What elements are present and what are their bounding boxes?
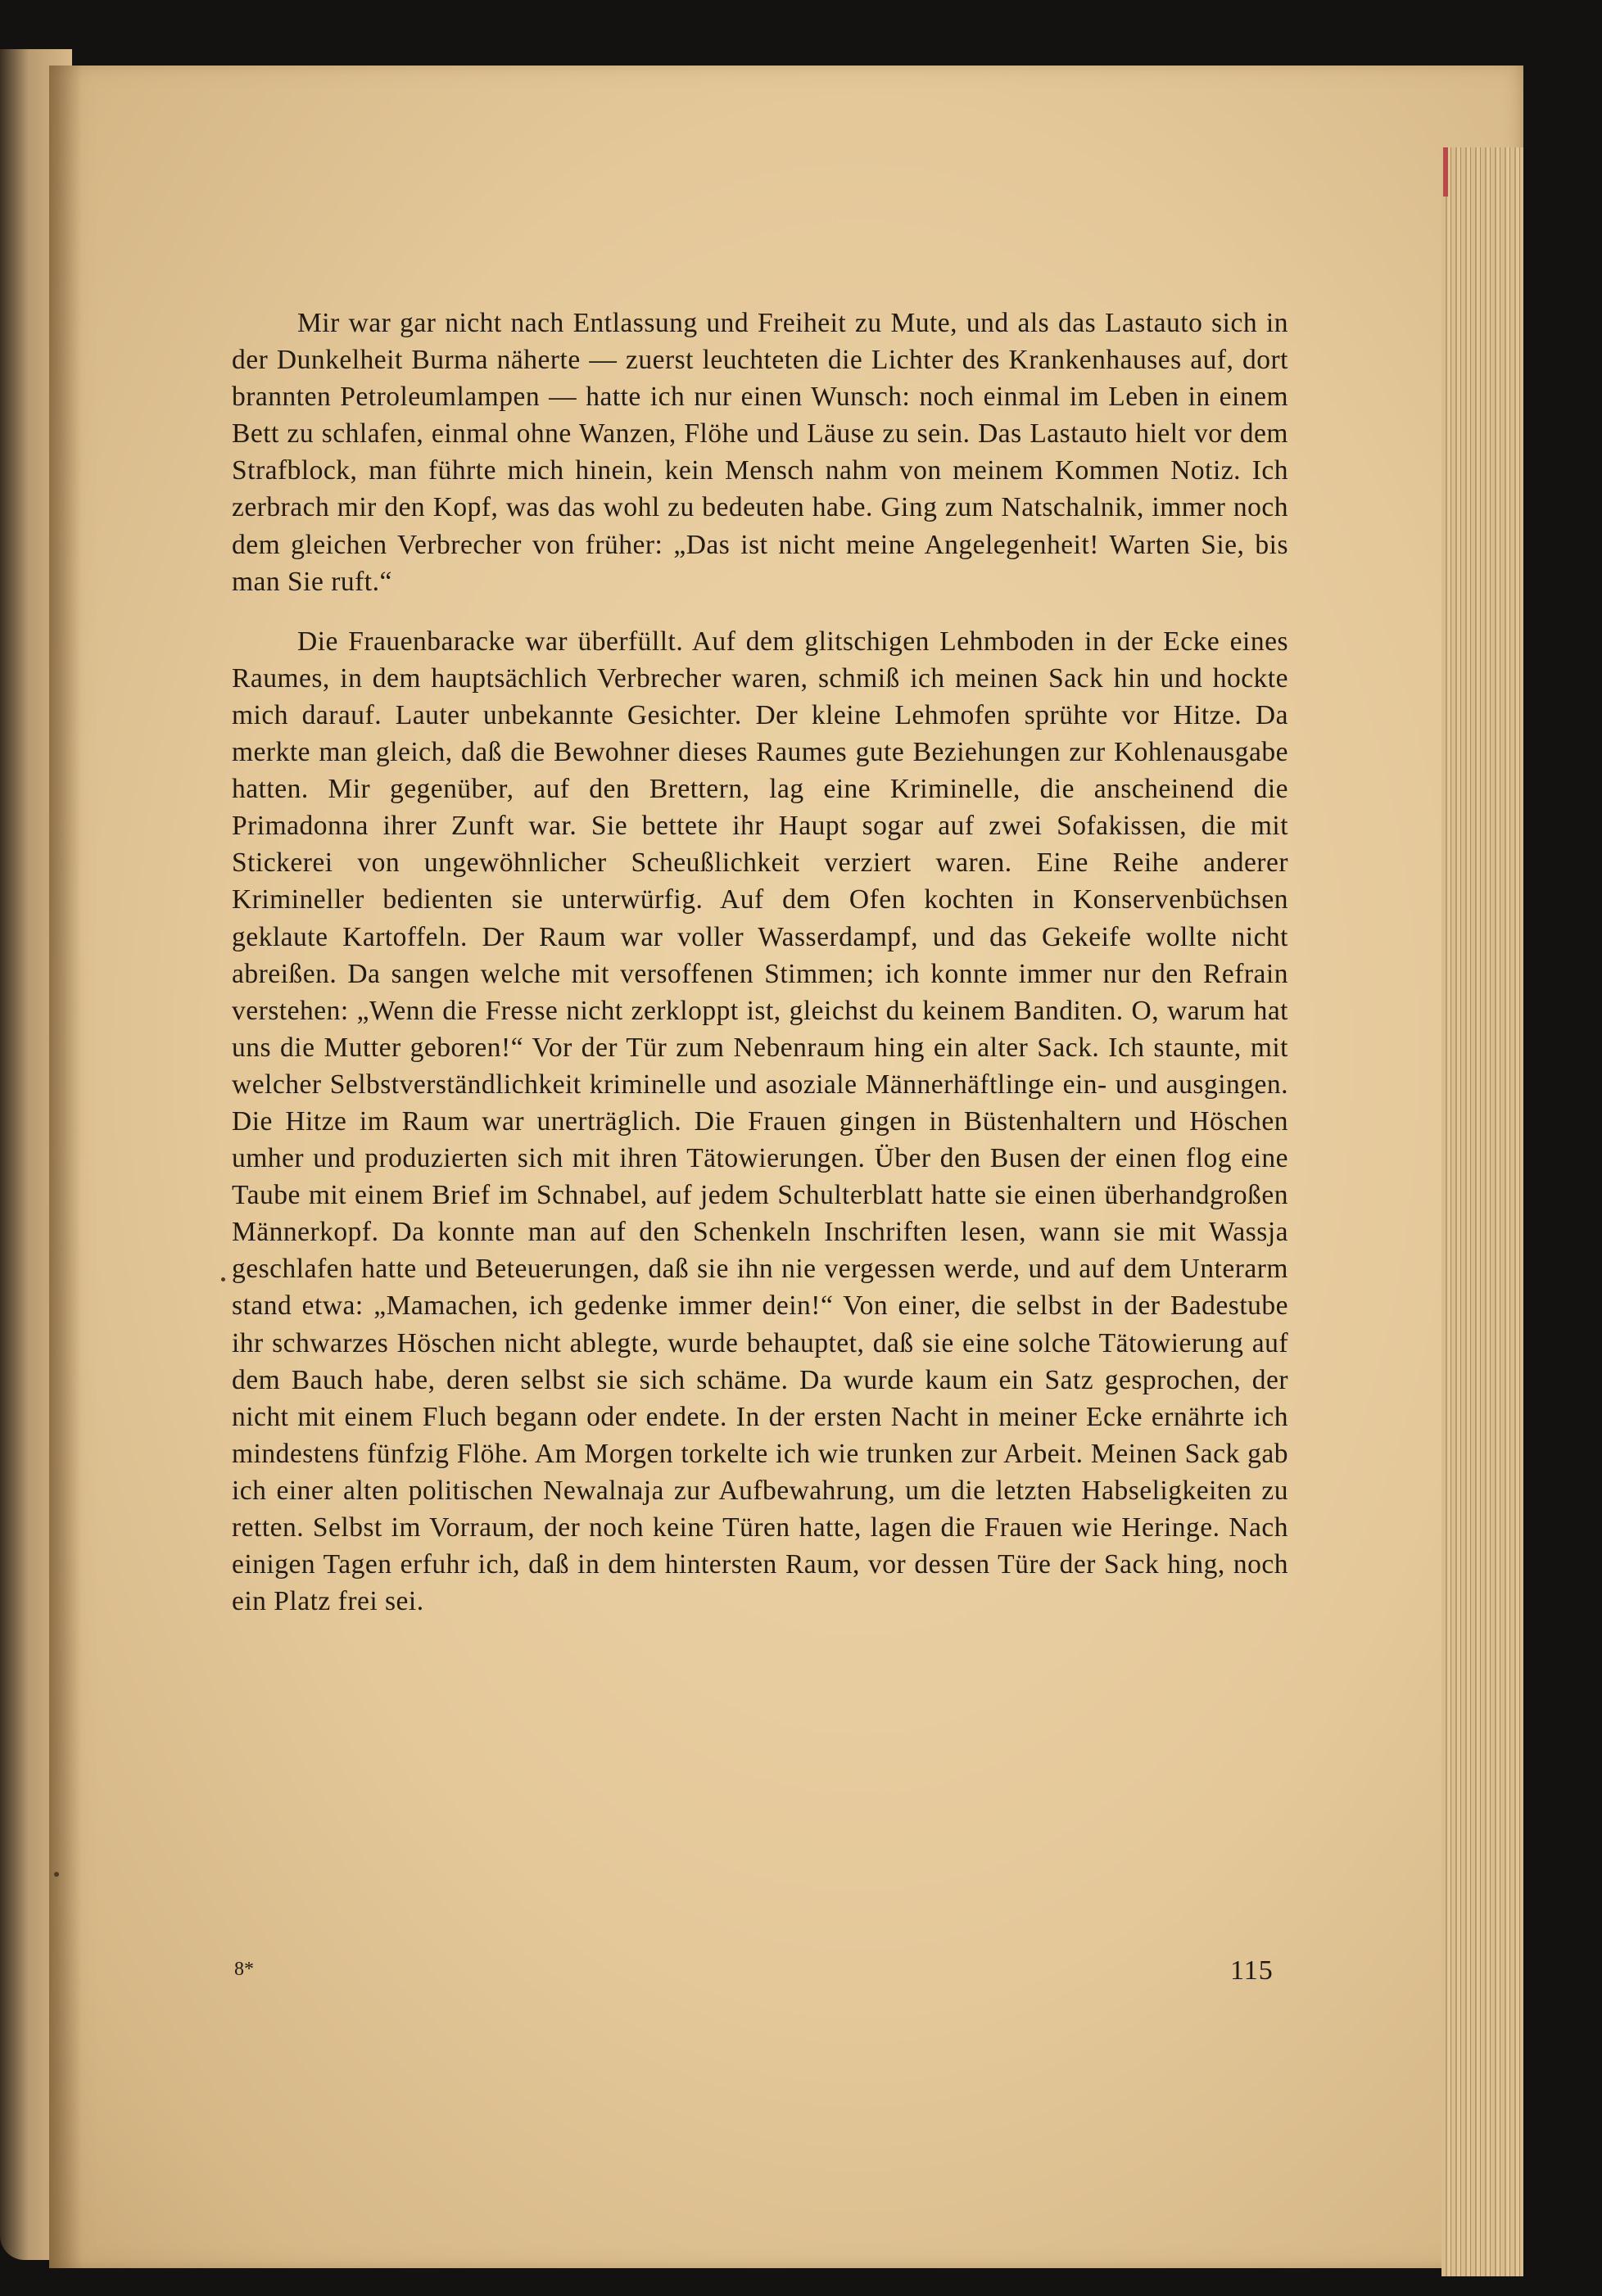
paper-speck <box>221 1277 225 1281</box>
bookmark-edge <box>1443 147 1448 197</box>
page-number: 115 <box>1230 1955 1274 1986</box>
paragraph-2: Die Frauenbaracke war überfüllt. Auf dem glitschigen Lehmboden in der Ecke eines Raumes, in dem hauptsächlich Verbrecher waren, schmiß ich meinen Sack hin und hockte mich darauf. Lauter unbekannte Gesichter. Der kleine Lehmofen sprühte vor Hitze. Da merkte man gleich, daß die Bewohner dieses Raumes gute Beziehungen zur Kohlenausgabe hatten. Mir gegenüber, auf den Brettern, lag eine Kriminelle, die anscheinend die Primadonna ihrer Zunft war. Sie bettete ihr Haupt sogar auf zwei Sofakissen, die mit Stickerei von ungewöhnlicher Scheußlichkeit verziert waren. Eine Reihe anderer Krimineller bedienten sie unterwürfig. Auf dem Ofen kochten in Konservenbüchsen geklaute Kartoffeln. Der Raum war voller Wasserdampf, und das Gekeife wollte nicht abreißen. Da sangen welche mit versoffenen Stimmen; ich konnte immer nur den Refrain verstehen: „Wenn die Fresse nicht zerkloppt ist, gleichst du keinem Banditen. O, warum hat uns die Mutter geboren!“ Vor der Tür zum Nebenraum hing ein alter Sack. Ich staunte, mit welcher Selbstverständlichkeit kriminelle und asoziale Männerhäftlinge ein- und ausgingen. Die Hitze im Raum war unerträglich. Die Frauen gingen in Büstenhaltern und Höschen umher und produzierten sich mit ihren Tätowierungen. Über den Busen der einen flog eine Taube mit einem Brief im Schnabel, auf jedem Schulterblatt hatte sie einen überhandgroßen Männerkopf. Da konnte man auf den Schenkeln Inschriften lesen, wann sie mit Wassja geschlafen hatte und Beteuerungen, daß sie ihn nie vergessen werde, und auf dem Unterarm stand etwa: „Mamachen, ich gedenke immer dein!“ Von einer, die selbst in der Badestube ihr schwarzes Höschen nicht ablegte, wurde behauptet, daß sie eine solche Tätowierung auf dem Bauch habe, deren selbst sie sich schäme. Da wurde kaum ein Satz gesprochen, der nicht mit einem Fluch begann oder endete. In der ersten Nacht in meiner Ecke ernährte ich mindestens fünfzig Flöhe. Am Morgen torkelte ich wie trunken zur Arbeit. Meinen Sack gab ich einer alten politischen Newalnaja zur Aufbewahrung, um die letzten Habseligkeiten zu retten. Selbst im Vorraum, der noch keine Türen hatte, lagen die Frauen wie Heringe. Nach einigen Tagen erfuhr ich, daß in dem hintersten Raum, vor dessen Türe der Sack hing, noch ein Platz frei sei. <box>232 626 1288 1617</box>
paragraph-1: Mir war gar nicht nach Entlassung und Freiheit zu Mute, und als das Lastauto sich in der Dunkelheit Burma näherte — zuerst leuchteten die Lichter des Krankenhauses auf, dort brannten Petroleumlampen — hatte ich nur einen Wunsch: noch einmal im Leben in einem Bett zu schlafen, einmal ohne Wanzen, Flöhe und Läuse zu sein. Das Lastauto hielt vor dem Strafblock, man führte mich hinein, kein Mensch nahm von meinem Kommen Notiz. Ich zerbrach mir den Kopf, was das wohl zu bedeuten habe. Ging zum Natschalnik, immer noch dem gleichen Verbrecher von früher: „Das ist nicht meine Angelegenheit! Warten Sie, bis man Sie ruft.“ <box>232 308 1288 597</box>
page-stack-edge <box>1441 147 1523 2276</box>
body-text <box>232 305 1288 1620</box>
page-gutter-shadow <box>49 66 82 2268</box>
paper-speck <box>54 1872 59 1877</box>
signature-mark: 8* <box>234 1959 254 1980</box>
